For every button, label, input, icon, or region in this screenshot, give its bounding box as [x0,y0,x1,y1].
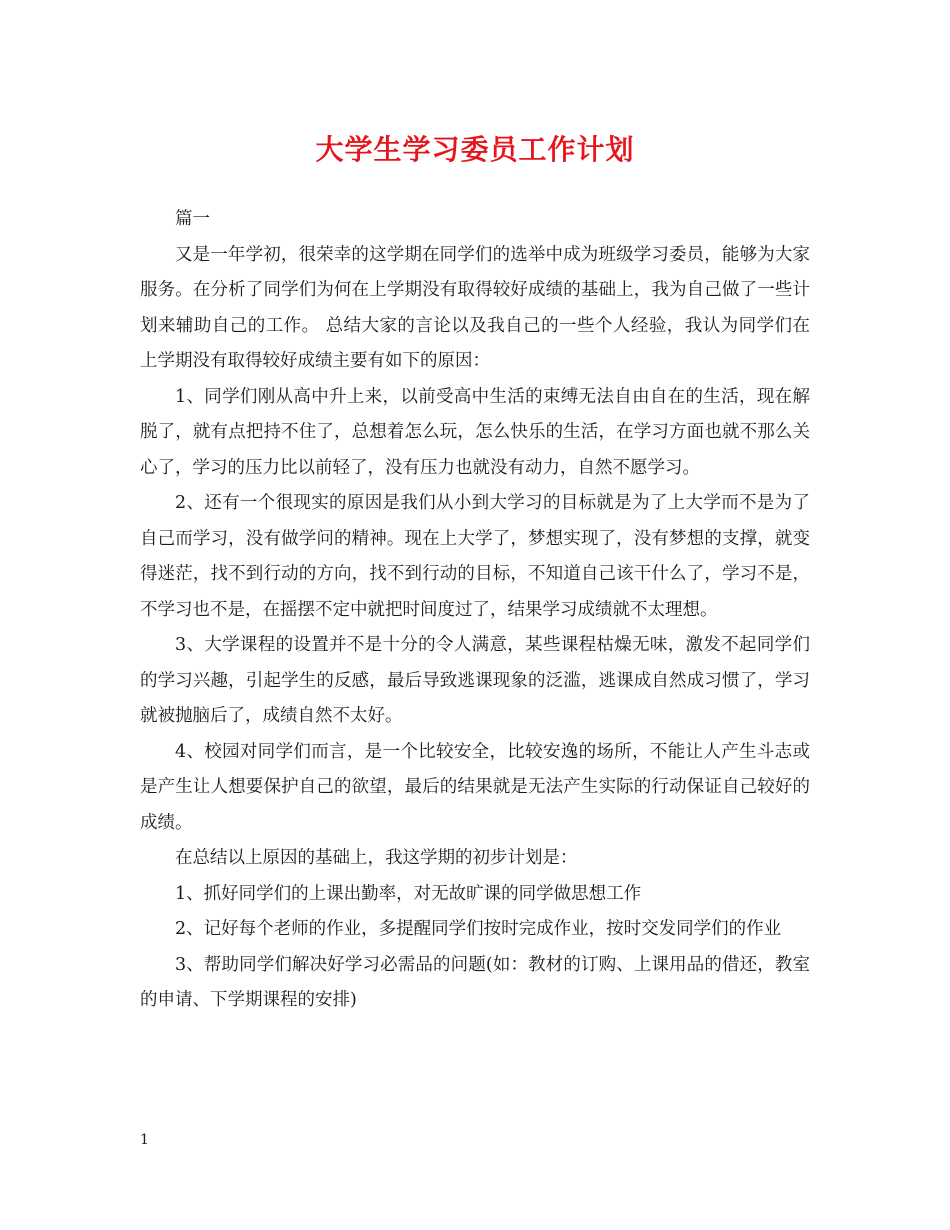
plan-item-1: 1、抓好同学们的上课出勤率，对无故旷课的同学做思想工作 [175,883,642,904]
document-title: 大学生学习委员工作计划 [315,133,635,166]
plan-item-2: 2、记好每个老师的作业，多提醒同学们按时完成作业，按时交发同学们的作业 [175,919,782,939]
reason-paragraph-1: 1、同学们刚从高中升上来，以前受高中生活的束缚无法自由自在的生活，现在解脱了，就有点把持不住了，总想着怎么玩，怎么快乐的生活，在学习方面也就不那么关心了，学习的压力比以前轻了，没有压力也就没有动力，自然不愿学习。 [140,386,810,478]
intro-paragraph: 又是一年学初，很荣幸的这学期在同学们的选举中成为班级学习委员，能够为大家服务。在分析了同学们为何在上学期没有取得较好成绩的基础上，我为自己做了一些计划来辅助自己的工作。 总结大家的言论以及我自己的一些个人经验，我认为同学们在上学期没有取得较好成绩主要有如下的原因： [140,244,810,371]
section-heading: 篇一 [175,209,210,229]
reason-paragraph-2: 2、还有一个很现实的原因是我们从小到大学习的目标就是为了上大学而不是为了自己而学习，没有做学问的精神。现在上大学了，梦想实现了，没有梦想的支撑，就变得迷茫，找不到行动的方向，找不到行动的目标，不知道自己该干什么了，学习不是，不学习也不是，在摇摆不定中就把时间度过了，结果学习成绩就不太理想。 [140,493,810,620]
reason-paragraph-3: 3、大学课程的设置并不是十分的令人满意，某些课程枯燥无味，激发不起同学们的学习兴趣，引起学生的反感，最后导致逃课现象的泛滥，逃课成自然成习惯了，学习就被抛脑后了，成绩自然不太好。 [140,635,810,726]
page-number: 1 [140,1132,149,1148]
document-body [140,202,810,1019]
plan-intro-paragraph: 在总结以上原因的基础上，我这学期的初步计划是： [175,848,578,868]
plan-item-3: 3、帮助同学们解决好学习必需品的问题(如：教材的订购、上课用品的借还，教室的申请、下学期课程的安排) [140,954,810,1010]
reason-paragraph-4: 4、校园对同学们而言，是一个比较安全，比较安逸的场所，不能让人产生斗志或是产生让人想要保护自己的欲望，最后的结果就是无法产生实际的行动保证自己较好的成绩。 [140,741,810,833]
